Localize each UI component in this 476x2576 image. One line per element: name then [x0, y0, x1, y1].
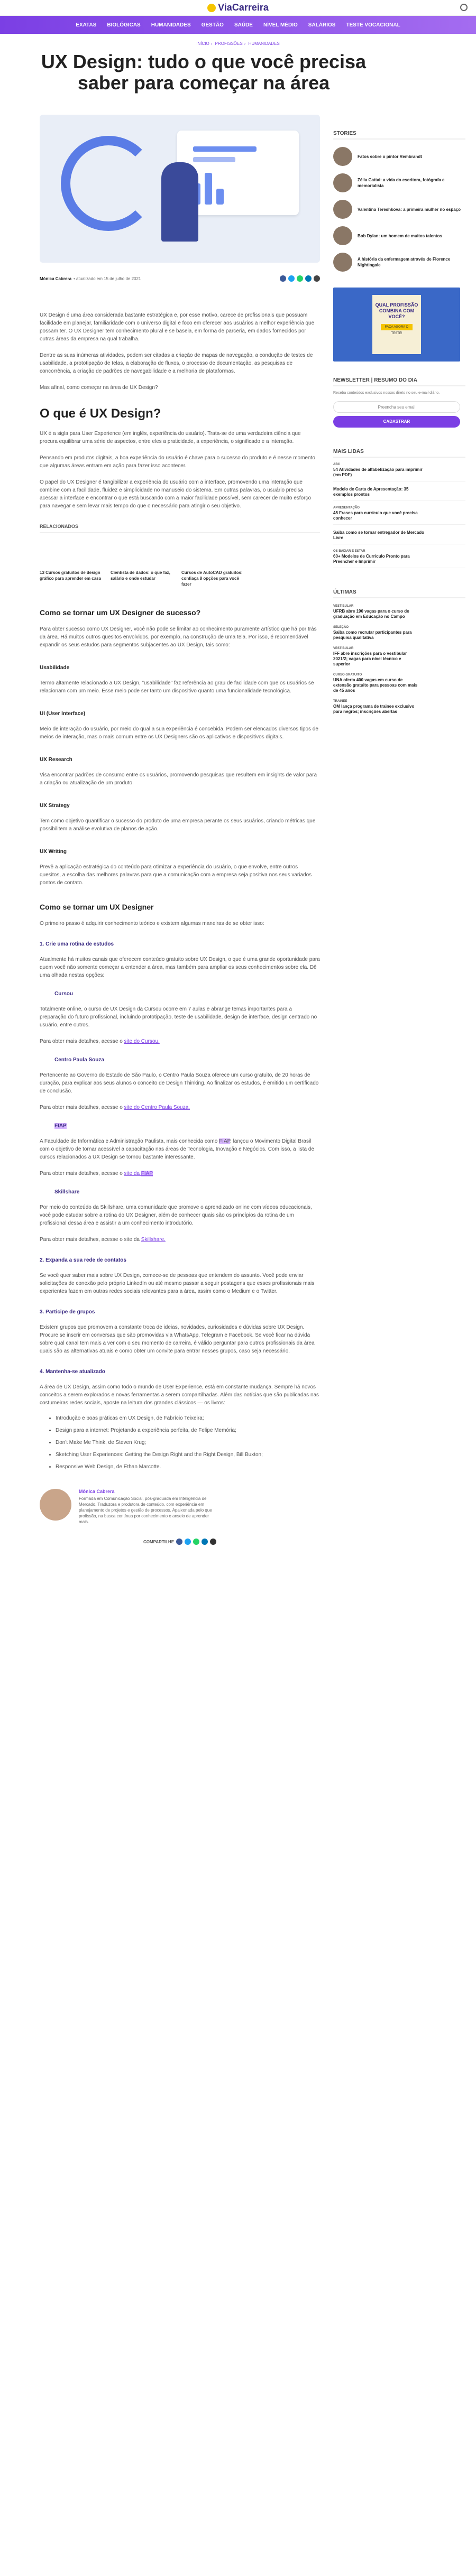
step-1: 1. Crie uma rotina de estudos	[40, 941, 114, 947]
vocational-test-ad[interactable]	[333, 288, 460, 362]
nav-salarios[interactable]: SALÁRIOS	[308, 22, 336, 28]
top-bar	[0, 0, 476, 16]
step-3: 3. Participe de grupos	[40, 1309, 95, 1315]
how-p: Para obter sucesso como UX Designer, você não pode se limitar ao conhecimento puramente artístico que há por trás da área. Há muitos outros quesitos envolvidos, por exemplo, na construção de uma tela. Por isso, é recomendável expandir os seus estudos para segmentos subjacentes ao UX Design, tais como:	[40, 626, 317, 648]
story-item[interactable]: Zélia Gattai: a vida do escritora, fotógrafa e memorialista	[333, 173, 465, 192]
list-item[interactable]: VESTIBULAR UFRB abre 190 vagas para o curso de graduação em Educação no Campo	[333, 605, 409, 619]
email-icon[interactable]	[314, 275, 320, 282]
search-icon[interactable]	[460, 4, 468, 11]
list-item[interactable]: APRESENTAÇÃO 45 Frases para currículo que você precisa conhecer	[333, 506, 465, 525]
author-card-bio: Formada em Comunicação Social, pós-graduada em Inteligência de Mercado. Traduzora e produtora de conteúdo, com experiência em planejamento de projetos e gestão de processos. Apaixonada pelo que profissão, na busca contínua por conhecimento e anseio de aprender mais.	[79, 1496, 212, 1524]
fiap-p: A Faculdade de Informática e Administração Paulista, mais conhecida como FIAP, lançou o Movimento Digital Brasil com o objetivo de tornar acessível a capacitação nas áreas de Tecnologia, Inovação e Negócios. Com isso, a lista de cursos relacionados a UX Design se tornou bastante interessante.	[40, 1138, 314, 1160]
related-item[interactable]: Cientista de dados: o que faz, salário e onde estudar	[111, 570, 170, 581]
skill-more: Para obter mais detalhes, acesse o site da Skillshare.	[40, 1237, 166, 1243]
updated-date: • atualizado em 15 de julho de 2021	[74, 276, 141, 281]
subscribe-button[interactable]: CADASTRAR	[333, 416, 460, 428]
author-card	[40, 1489, 320, 1525]
breadcrumb: INÍCIO › PROFISSÕES › HUMANIDADES	[196, 41, 280, 46]
list-item[interactable]: Saiba como se tornar entregador de Mercado Livre	[333, 530, 465, 544]
logo-text: ViaCarreira	[218, 2, 269, 13]
site-logo[interactable]	[207, 2, 269, 13]
email-icon[interactable]	[210, 1539, 216, 1545]
list-item: • Responsive Web Design, de Ethan Marcotte.	[56, 1463, 320, 1471]
share-bar	[40, 1539, 320, 1545]
nav-saude[interactable]: SAÚDE	[234, 22, 253, 28]
paula-link[interactable]: site do Centro Paula Souza.	[124, 1105, 190, 1110]
list-item: • Design para a internet: Projetando a experiência perfeita, de Felipe Memória;	[56, 1426, 320, 1434]
email-field[interactable]	[333, 401, 460, 413]
step-1-p: Atualmente há muitos canais que oferecem conteúdo gratuito sobre UX Design, o que é uma grande oportunidade para quem você não somente começar a entender a área, mas também para ampliar os seus conhecimentos sobre ela. Dê uma olhada nestas opções:	[40, 957, 320, 978]
nav-teste-vocacional[interactable]: TESTE VOCACIONAL	[346, 22, 400, 28]
what-p2: Pensando em produtos digitais, a boa experiência do usuário é chave para o sucesso do produto e é nesse momento que algumas áreas entram em ação para fazer isso acontecer.	[40, 455, 315, 469]
course-skillshare: Skillshare	[54, 1189, 80, 1195]
twitter-icon[interactable]	[185, 1539, 191, 1545]
heading-ui: UI (User Interface)	[40, 711, 86, 717]
nav-exatas[interactable]: EXATAS	[76, 22, 97, 28]
sidebar	[333, 131, 465, 715]
story-item[interactable]: Valentina Tereshkova: a primeira mulher no espaço	[333, 200, 465, 219]
heading-writing: UX Writing	[40, 849, 67, 855]
author-name[interactable]: Mônica Cabrera	[40, 276, 72, 281]
page-title: UX Design: tudo o que você precisa saber para começar na área	[41, 51, 367, 94]
skill-p: Por meio do conteúdo da Skillshare, uma comunidade que promove o aprendizado online com vídeos educacionais, você pode estudar sobre a rotina do UX Designer, além de conhecer quais são os princípios da rotina de um profissional dessa área e assistir a um conhecimento introdutório.	[40, 1204, 312, 1226]
step-2: 2. Expanda a sua rede de contatos	[40, 1257, 126, 1263]
step-2-p: Se você quer saber mais sobre UX Design, comece-se de pessoas que entendem do assunto. Você pode enviar solicitações de conexão pelo próprio LinkedIn ou até mesmo passar a seguir postagens que esses profissionais mais experientes fazem em outras redes sociais relevantes para a área, assim como o Medium e o Twitter.	[40, 1273, 315, 1294]
linkedin-icon[interactable]	[305, 275, 312, 282]
fiap-more: Para obter mais detalhes, acesse o site da FIAP	[40, 1171, 153, 1176]
related-label: RELACIONADOS	[40, 524, 320, 533]
story-item[interactable]: Bob Dylan: um homem de muitos talentos	[333, 226, 465, 245]
story-thumb	[333, 200, 352, 219]
crumb-humanidades[interactable]: HUMANIDADES	[248, 41, 280, 46]
course-paula-souza: Centro Paula Souza	[54, 1057, 104, 1063]
newsletter-desc: Receba conteúdos exclusivos nossos direto no seu e-mail diário.	[333, 391, 440, 395]
cursou-p: Totalmente online, o curso de UX Design da Cursou ocorre em 7 aulas e abrange temas importantes para a preparação do futuro profissional, incluindo prototipação, teste de usabilidade, design de interface, design centrado no usuário, entre outros.	[40, 1006, 317, 1028]
story-thumb	[333, 226, 352, 245]
share-label: COMPARTILHE	[143, 1539, 175, 1544]
crumb-profissoes[interactable]: PROFISSÕES	[215, 41, 243, 46]
article	[40, 115, 320, 1545]
whatsapp-icon[interactable]	[297, 275, 303, 282]
hero-image	[40, 115, 320, 263]
list-item[interactable]: VESTIBULAR IFF abre inscrições para o vestibular 2021/2; vagas para nível técnico e superior	[333, 647, 407, 666]
what-p3: O papel do UX Designer é tangibilizar a experiência do usuário com a interface, promovendo uma interação que combine com a facilidade, fluidez e simplicidade no manuseio do sistema. Em outras palavras, o usuário precisa acessar a interface e encontrar o que está buscando com a maior facilidade possível, sem carecer de muito esforço para navegar e sem levar mais tempo do que o necessário para atingir o seu objetivo.	[40, 479, 312, 509]
strategy-p: Tem como objetivo quantificar o sucesso do produto de uma empresa perante os seus usuários, criando métricas que possibilitem a análise evolutiva de planos de ação.	[40, 818, 316, 832]
heading-how: Como se tornar um UX Designer de sucesso?	[40, 608, 201, 617]
heading-usabilidade: Usabilidade	[40, 665, 70, 671]
related-item[interactable]: 13 Cursos gratuitos de design gráfico para aprender em casa	[40, 570, 102, 581]
list-item: • Don't Make Me Think, de Steven Krug;	[56, 1439, 320, 1447]
course-fiap: FIAP	[54, 1123, 67, 1129]
nav-gestao[interactable]: GESTÃO	[201, 22, 224, 28]
list-item[interactable]: TRAINEE OM lança programa de trainee exclusivo para negros; inscrições abertas	[333, 700, 415, 714]
linkedin-icon[interactable]	[202, 1539, 208, 1545]
research-p: Visa encontrar padrões de consumo entre os usuários, promovendo pesquisas que resultem em insights de valor para a criação ou atualização de um produto.	[40, 772, 317, 786]
newsletter	[333, 377, 465, 428]
facebook-icon[interactable]	[176, 1539, 182, 1545]
related-list	[40, 570, 320, 587]
crumb-inicio[interactable]: INÍCIO	[196, 41, 209, 46]
fiap-link[interactable]: site da FIAP	[124, 1171, 153, 1176]
avatar	[40, 1489, 71, 1521]
whatsapp-icon[interactable]	[193, 1539, 199, 1545]
list-item: • Introdução e boas práticas em UX Design, de Fabrício Teixeira;	[56, 1414, 320, 1422]
story-thumb	[333, 173, 352, 192]
heading-what: O que é UX Design?	[40, 406, 161, 421]
most-read-title: MAIS LIDAS	[333, 449, 465, 458]
what-p1: UX é a sigla para User Experience (em inglês, experiência do usuário). Trata-se de uma verdadeira ciência que procura equilibrar uma série de aspectos, entre eles a praticidade, a experiência, o significado e a interação.	[40, 431, 301, 444]
stories-title: STORIES	[333, 131, 465, 140]
story-item[interactable]: Fatos sobre o pintor Rembrandt	[333, 147, 465, 166]
heading-research: UX Research	[40, 757, 72, 763]
list-item[interactable]: OS BAIXAR E ESTAR 60+ Modelos de Currículo Pronto para Preencher e Imprimir	[333, 550, 465, 568]
paula-p: Pertencente ao Governo do Estado de São Paulo, o Centro Paula Souza oferece um curso gratuito, de 20 horas de duração, para explicar aos seus alunos o conceito de Design Thinking. Ao finalizar os estudos, é emitido um certificado de conclusão.	[40, 1072, 319, 1094]
heading-strategy: UX Strategy	[40, 803, 70, 809]
list-item[interactable]: CURSO GRATUITO UNA oferta 400 vagas em curso de extensão gratuito para pessoas com mais de 45 anos	[333, 673, 418, 693]
course-cursou: Cursou	[54, 991, 73, 997]
step-4: 4. Mantenha-se atualizado	[40, 1369, 105, 1375]
facebook-icon[interactable]	[280, 275, 286, 282]
author-card-name[interactable]: Mônica Cabrera	[79, 1489, 115, 1494]
heading-become: Como se tornar um UX Designer	[40, 903, 154, 911]
intro-p1: UX Design é uma área considerada bastante estratégica e, por esse motivo, carece de profissionais que possuam facilidade em planejar, familiaridade com o universo digital e foco em oferecer aos usuários a melhor experiência que possam ter. O UX Designer tem conhecimento plural e se baseia, em forma de parceria, em dados fornecidos por outras áreas da empresa na qual trabalha.	[40, 312, 315, 342]
story-item[interactable]: A história da enfermagem através de Florence Nightingale	[333, 253, 465, 272]
list-item[interactable]: ABC 54 Atividades de alfabetização para imprimir (em PDF)	[333, 463, 465, 481]
usabilidade-p: Termo altamente relacionado a UX Design, "usabilidade" faz referência ao grau de facilidade com que os usuários se relacionam com um meio. Esse meio pode ser tanto um dispositivo quanto uma funcionalidade tecnológica.	[40, 680, 314, 694]
story-thumb	[333, 147, 352, 166]
main-nav	[0, 16, 476, 34]
nav-biologicas[interactable]: BIOLÓGICAS	[107, 22, 141, 28]
nav-nivel-medio[interactable]: NÍVEL MÉDIO	[263, 22, 298, 28]
become-p: O primeiro passo é adquirir conhecimento teórico e existem algumas maneiras de se obter isso:	[40, 921, 264, 926]
paula-more: Para obter mais detalhes, acesse o site do Centro Paula Souza.	[40, 1105, 190, 1110]
logo-mark-icon	[207, 4, 216, 12]
related-item[interactable]: Cursos de AutoCAD gratuitos: confiaça 8 opções para você fazer	[181, 570, 243, 587]
ui-p: Meio de interação do usuário, por meio do qual a sua experiência é concebida. Podem ser elencados diversos tipos de meios de interação, mas o mais comum entre os UX Designers são os aplicativos e dispositivos digitais.	[40, 726, 318, 740]
intro-p3: Mas afinal, como começar na área de UX Design?	[40, 385, 158, 391]
cursou-link[interactable]: site do Cursou.	[124, 1039, 160, 1044]
share-icons	[280, 275, 320, 282]
author-meta	[40, 275, 320, 282]
cursou-more: Para obter mais detalhes, acesse o site do Cursou.	[40, 1039, 160, 1044]
skill-link[interactable]: Skillshare.	[141, 1237, 166, 1243]
twitter-icon[interactable]	[288, 275, 295, 282]
story-thumb	[333, 253, 352, 272]
step-4-p: A área de UX Design, assim como todo o mundo de User Experience, está em constante mudança. Sempre há novos conceitos a serem explorados e novas ferramentas a serem compartilhadas. Além das notícias que são publicadas nas costumeiras redes sociais, aposte na leitura dos grandes clássicos — os livros:	[40, 1384, 319, 1406]
list-item[interactable]: Modelo de Carta de Apresentação: 35 exemplos prontos	[333, 487, 465, 501]
list-item: • Sketching User Experiences: Getting the Design Right and the Right Design, Bill Buxton;	[56, 1451, 320, 1459]
book-list	[56, 1414, 320, 1471]
nav-humanidades[interactable]: HUMANIDADES	[151, 22, 191, 28]
ad-text: QUAL PROFISSÃO COMBINA COM VOCÊ?	[375, 302, 418, 319]
step-3-p: Existem grupos que promovem a constante troca de ideias, novidades, curiosidades e dúvidas sobre UX Design. Procure se inscrir em conversas que são promovidas via WhatsApp, Telegram e Facebook. Se você ficar na dúvida sobre qual canal tem mais a ver com o seu momento de carreira, é válido perguntar para outros profissionais da área quais são as alternativas atuais e como obter um convite para entrar nesses grupos, caso seja necessário.	[40, 1324, 315, 1354]
latest-title: ÚLTIMAS	[333, 589, 465, 598]
ad-button[interactable]: FAÇA AGORA O TESTE!	[381, 324, 413, 330]
newsletter-title: NEWSLETTER | RESUMO DO DIA	[333, 377, 465, 386]
writing-p: Prevê a aplicação estratégica do conteúdo para otimizar a experiência do usuário, o que envolve, entre outros quesitos, a escolha das melhores palavras para que a comunicação com a empresa seja positiva nos seus variados pontos de contato.	[40, 864, 312, 886]
intro-p2: Dentre as suas inúmeras atividades, podem ser citadas a criação de mapas de navegação, a condução de testes de usabilidade, a prototipação de telas, a elaboração de fluxos, o processo de documentação, as pesquisas de concorrência, a criação de padrões de navegabilidade e a melhoria de plataformas.	[40, 353, 313, 374]
list-item[interactable]: SELEÇÃO Saiba como recrutar participantes para pesquisa qualitativa	[333, 626, 412, 640]
